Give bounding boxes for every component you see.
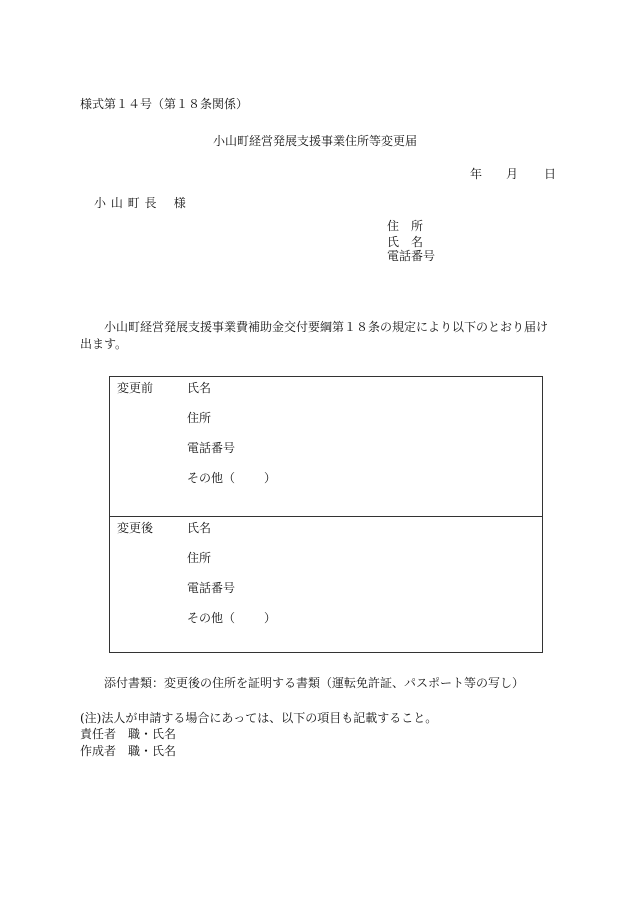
date-day-label: 日 <box>544 167 557 181</box>
before-address-field: 住所 <box>187 411 212 425</box>
after-phone-field: 電話番号 <box>187 581 236 595</box>
applicant-name-label: 氏 名 <box>387 235 424 249</box>
document-title: 小山町経営発展支援事業住所等変更届 <box>212 134 417 148</box>
after-label: 変更後 <box>117 521 154 535</box>
addressee: 小 山 町 長 様 <box>94 196 187 210</box>
before-label: 変更前 <box>117 381 154 395</box>
preparer-line: 作成者 職・氏名 <box>80 744 177 758</box>
date-line <box>470 168 556 180</box>
section-after <box>110 517 542 653</box>
before-other-close: ） <box>264 471 277 485</box>
after-other-close: ） <box>264 611 277 625</box>
date-month-label: 月 <box>506 167 519 181</box>
before-phone-field: 電話番号 <box>187 441 236 455</box>
form-number: 様式第１４号（第１８条関係） <box>80 97 249 111</box>
after-name-field: 氏名 <box>187 521 212 535</box>
applicant-phone-label: 電話番号 <box>387 249 436 263</box>
attachment-note: 添付書類：変更後の住所を証明する書類（運転免許証、パスポート等の写し） <box>104 676 525 690</box>
change-table <box>109 376 543 653</box>
corporate-note: (注)法人が申請する場合にあっては、以下の項目も記載すること。 <box>80 711 438 725</box>
body-paragraph: 小山町経営発展支援事業費補助金交付要綱第１８条の規定により以下のとおり届け出ます。 <box>80 320 549 351</box>
before-other-field <box>187 472 276 484</box>
after-other-label: その他（ <box>187 611 236 625</box>
before-other-label: その他（ <box>187 471 236 485</box>
before-name-field: 氏名 <box>187 381 212 395</box>
applicant-address-label: 住 所 <box>387 219 424 233</box>
responsible-person-line: 責任者 職・氏名 <box>80 727 177 741</box>
date-year-label: 年 <box>470 167 483 181</box>
after-address-field: 住所 <box>187 551 212 565</box>
after-other-field <box>187 612 276 624</box>
section-before <box>110 377 542 517</box>
